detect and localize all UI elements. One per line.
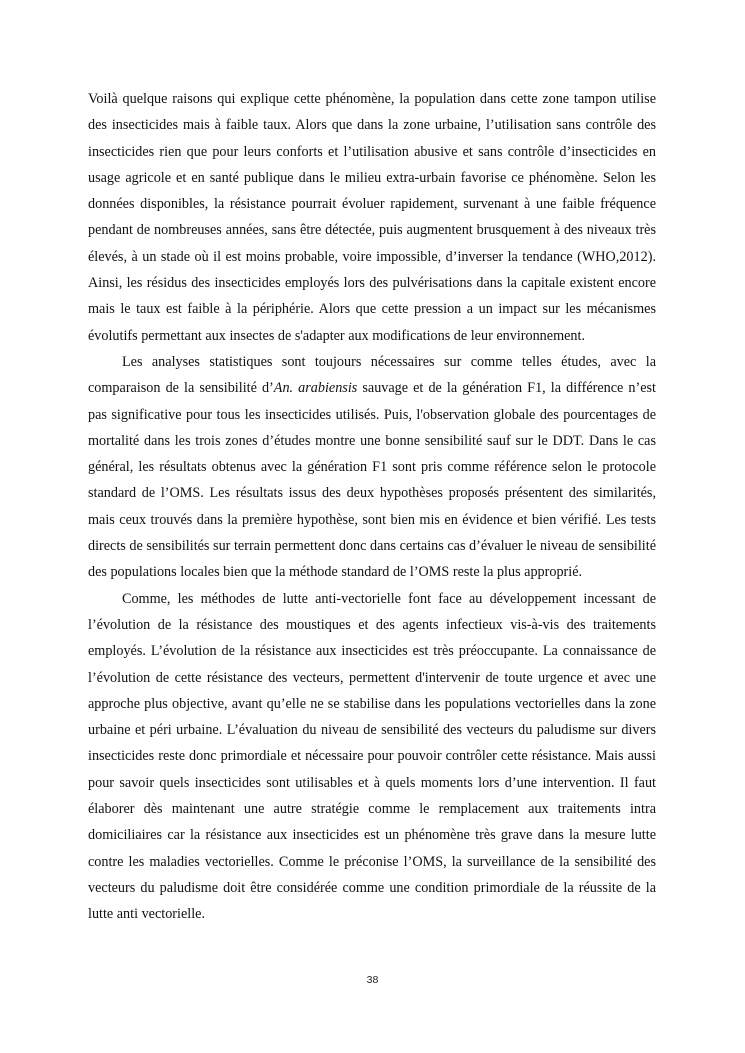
page-number: 38: [366, 974, 379, 986]
paragraph-2-text-start: Les analyses statistiques sont toujours nécessaires sur comme telles études, avec la comparaison de la sensibilité d’: [88, 353, 656, 397]
document-body: [88, 86, 656, 928]
species-name: An. arabiensis: [273, 380, 358, 397]
paragraph-2: [88, 349, 656, 586]
paragraph-1: Voilà quelque raisons qui explique cette phénomène, la population dans cette zone tampon utilise des insecticides mais à faible taux. Alors que dans la zone urbaine, l’utilisation sans contrôle des insecticides rien que pour leurs conforts et l’utilisation abusive et sans contrôle d’insecticides en usage agricole et en santé publique dans le milieu extra-urbain favorise ce phénomène. Selon les données disponibles, la résistance pourrait évoluer rapidement, survenant à une faible fréquence pendant de nombreuses années, sans être détectée, puis augmentent brusquement à des niveaux très élevés, à un stade où il est moins probable, voire impossible, d’inverser la tendance (WHO,2012). Ainsi, les résidus des insecticides employés lors des pulvérisations dans la capitale existent encore mais le taux est faible à la périphérie. Alors que cette pression a un impact sur les mécanismes évolutifs permettant aux insectes de s'adapter aux modifications de leur environnement.: [88, 91, 656, 344]
paragraph-2-text-end: sauvage et de la génération F1, la différence n’est pas significative pour tous les insecticides utilisés. Puis, l'observation globale des pourcentages de mortalité dans les trois zones d’études montre une bonne sensibilité sauf sur le DDT. Dans le cas général, les résultats obtenus avec la génération F1 sont pris comme référence selon le protocole standard de l’OMS. Les résultats issus des deux hypothèses proposés présentent des similarités, mais ceux trouvés dans la première hypothèse, sont bien mis en évidence et bien vérifié. Les tests directs de sensibilités sur terrain permettent donc dans certains cas d’évaluer le niveau de sensibilité des populations locales bien que la méthode standard de l’OMS reste la plus approprié.: [88, 380, 656, 581]
paragraph-3: Comme, les méthodes de lutte anti-vectorielle font face au développement incessant de l’évolution de la résistance des moustiques et des agents infectieux vis-à-vis des traitements employés. L’évolution de la résistance aux insecticides est très préoccupante. La connaissance de l’évolution de cette résistance des vecteurs, permettent d'intervenir de toute urgence et avec une approche plus objective, avant qu’elle ne se stabilise dans les populations vectorielles dans la zone urbaine et péri urbaine. L’évaluation du niveau de sensibilité des vecteurs du paludisme sur divers insecticides reste donc primordiale et nécessaire pour pouvoir contrôler cette résistance. Mais aussi pour savoir quels insecticides sont utilisables et à quels moments lors d’une intervention. Il faut élaborer dès maintenant une autre stratégie comme le remplacement aux traitements intra domiciliaires car la résistance aux insecticides est un phénomène très grave dans la mesure lutte contre les maladies vectorielles. Comme le préconise l’OMS, la surveillance de la sensibilité des vecteurs du paludisme doit être considérée comme une condition primordiale de la réussite de la lutte anti vectorielle.: [88, 590, 656, 923]
